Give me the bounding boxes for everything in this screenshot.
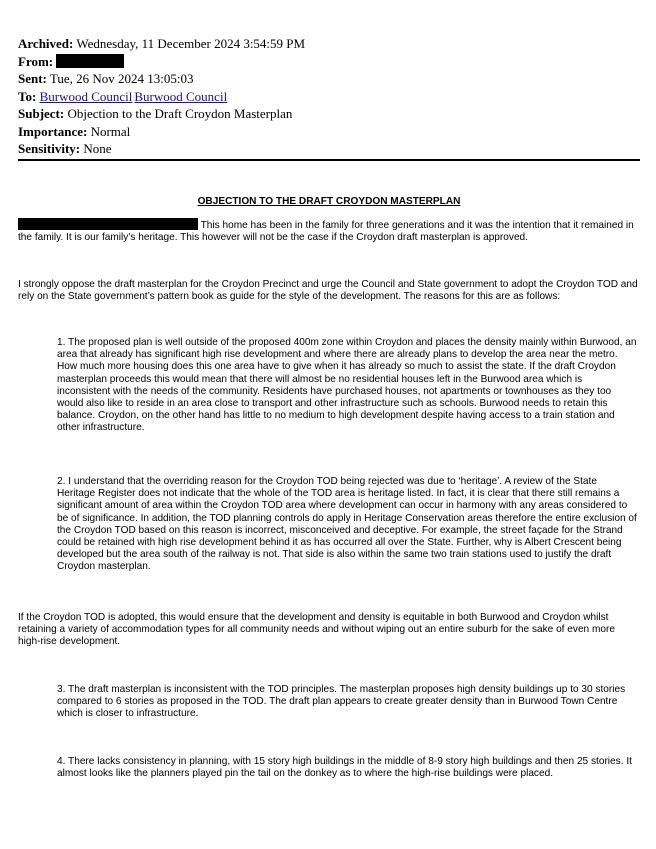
subject-row xyxy=(18,105,638,123)
archived-label: Archived: xyxy=(18,36,74,51)
to-label: To: xyxy=(18,88,37,104)
email-header xyxy=(18,35,638,158)
letter-title: OBJECTION TO THE DRAFT CROYDON MASTERPLAN xyxy=(197,196,461,207)
oppose-paragraph: I strongly oppose the draft masterplan for the Croydon Precinct and urge the Council and State government to adopt the Croydon TOD and rely on the State government’s pattern book as guide for the style of the development. The reasons for this are as follows: xyxy=(18,279,638,303)
sent-label: Sent: xyxy=(18,71,47,86)
from-label: From: xyxy=(18,53,54,69)
sent-value: Tue, 26 Nov 2024 13:05:03 xyxy=(49,71,194,86)
to-recipient-link-1[interactable]: Burwood Council xyxy=(39,88,133,104)
importance-label: Importance: xyxy=(18,123,88,139)
to-row xyxy=(18,88,638,106)
adopted-paragraph: If the Croydon TOD is adopted, this would ensure that the development and density is equitable in both Burwood and Croydon whilst retaining a variety of accommodation types for all community needs and without wiping out an entire suburb for the sake of even more high-rise development. xyxy=(18,612,615,648)
sent-row xyxy=(18,70,638,88)
intro-text: This home has been in the family for three generations and it was the intention that it remained in the family. It is our family’s heritage. This however will not be the case if the Croydon draft masterplan is approved. xyxy=(18,220,634,244)
archived-value: Wednesday, 11 December 2024 3:54:59 PM xyxy=(76,36,306,51)
importance-row xyxy=(18,123,638,141)
sensitivity-row xyxy=(18,140,638,158)
intro-redaction xyxy=(18,218,198,230)
subject-label: Subject: xyxy=(18,106,65,121)
point-2-paragraph: 2. I understand that the overriding reason for the Croydon TOD being rejected was due to ‘heritage’. A review of the State Heritage Register does not indicate that the whole of the TOD area is heritage listed. In fact, it is clear that there still remains a significant amount of area within the Croydon TOD area where development can occur in harmony with any areas considered to be of significance. In addition, the TOD planning controls do apply in Heritage Conservation areas therefore the entire exclusion of the Croydon TOD based on this reason is incorrect, misconceived and deceptive. For example, the street façade for the Strand could be retained with high rise development behind it as has occurred all over the State. Further, why is Albert Crescent being developed but the area south of the railway is not. That side is also within the same two train stations used to justify the draft Croydon masterplan. xyxy=(57,476,637,573)
importance-value: Normal xyxy=(90,123,131,139)
from-row xyxy=(18,53,638,71)
subject-value: Objection to the Draft Croydon Masterplan xyxy=(67,106,293,121)
point-3-paragraph: 3. The draft masterplan is inconsistent with the TOD principles. The masterplan proposes high density buildings up to 30 stories compared to 6 stories as proposed in the TOD. The draft plan appears to create greater density than in Burwood Town Centre which is closer to infrastructure. xyxy=(57,684,626,720)
point-4-paragraph: 4. There lacks consistency in planning, with 15 story high buildings in the middle of 8-9 story high buildings and then 25 stories. It almost looks like the planners played pin the tail on the donkey as to where the high-rise buildings were placed. xyxy=(57,756,632,780)
sensitivity-label: Sensitivity: xyxy=(18,141,81,156)
intro-paragraph xyxy=(18,218,640,244)
to-recipient-link-2[interactable]: Burwood Council xyxy=(134,88,228,104)
sensitivity-value: None xyxy=(83,141,112,156)
point-1-paragraph: 1. The proposed plan is well outside of the proposed 400m zone within Croydon and places the density mainly within Burwood, an area that already has significant high rise development and where there are already plans to develop the area near the metro. How much more housing does this one area have to give when it has already so much to assist the state. If the draft Croydon masterplan proceeds this would mean that there will almost be no residential houses left in the Burwood area which is inconsistent with the needs of the community. Residents have purchased houses, not apartments or townhouses as they too would also like to reside in an area close to transport and other infrastructure such as schools. Burwood needs to retain this balance. Croydon, on the other hand has little to no medium to high development despite having access to a train station and other infrastructure. xyxy=(57,337,637,434)
archived-row xyxy=(18,35,638,53)
header-divider xyxy=(18,159,640,161)
from-redaction xyxy=(56,54,124,68)
